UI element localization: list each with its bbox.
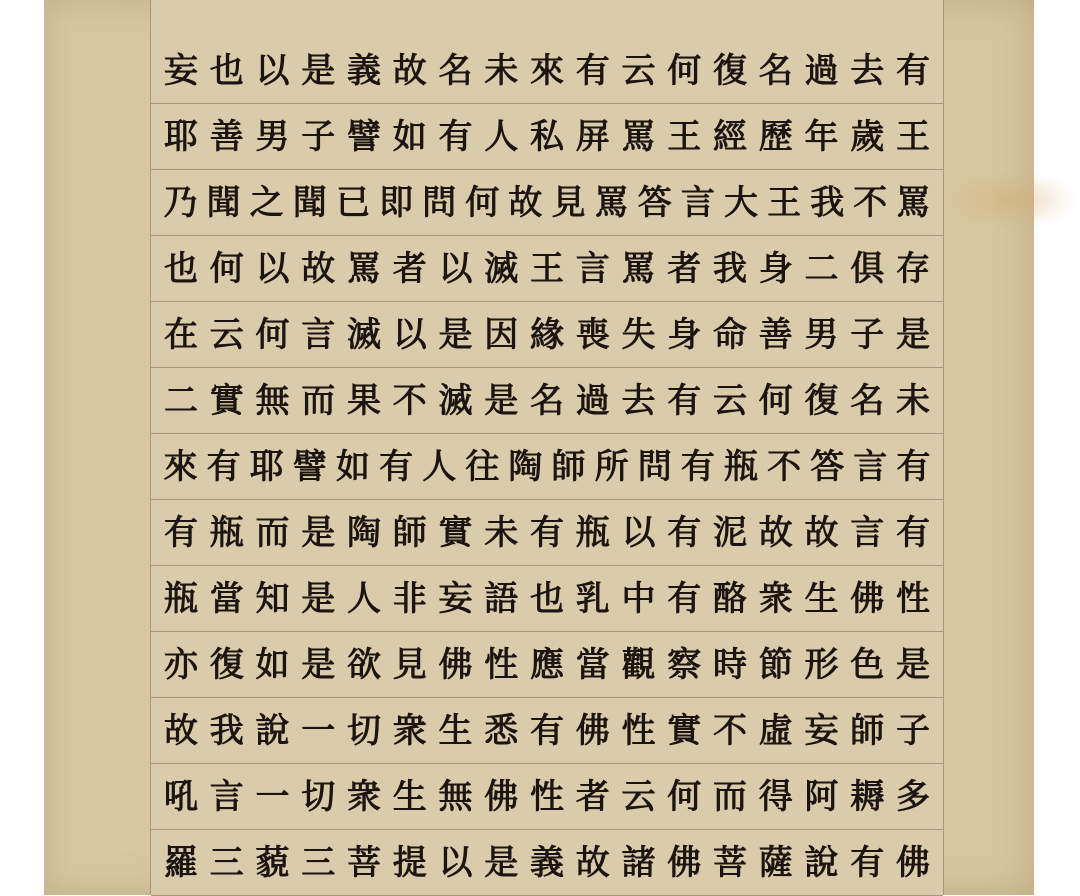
manuscript-character: 有 — [530, 512, 564, 553]
manuscript-character: 菩 — [713, 842, 747, 883]
manuscript-character: 時 — [713, 644, 747, 685]
manuscript-character: 復 — [209, 644, 244, 685]
manuscript-character: 問 — [422, 182, 457, 223]
manuscript-character: 身 — [758, 248, 793, 289]
manuscript-character: 男 — [255, 116, 290, 157]
manuscript-character: 實 — [209, 380, 244, 421]
manuscript-character: 去 — [621, 380, 656, 421]
manuscript-character: 問 — [637, 446, 672, 487]
manuscript-character: 應 — [530, 644, 564, 685]
manuscript-character: 因 — [484, 314, 519, 355]
manuscript-character: 義 — [530, 842, 564, 883]
manuscript-character: 亦 — [164, 644, 198, 685]
manuscript-character: 見 — [392, 644, 427, 685]
manuscript-character: 當 — [209, 578, 244, 619]
manuscript-character: 名 — [530, 380, 564, 421]
manuscript-character: 是 — [301, 644, 336, 685]
manuscript-character: 以 — [438, 248, 473, 289]
manuscript-character: 身 — [667, 314, 702, 355]
manuscript-character: 有 — [896, 446, 931, 487]
manuscript-character: 妄 — [804, 710, 839, 751]
manuscript-character: 之 — [249, 182, 284, 223]
manuscript-character: 也 — [209, 50, 244, 91]
manuscript-character: 年 — [804, 116, 839, 157]
manuscript-line — [151, 302, 943, 368]
manuscript-character: 薩 — [758, 842, 793, 883]
manuscript-character: 說 — [804, 842, 839, 883]
manuscript-character: 有 — [164, 512, 198, 553]
manuscript-character: 有 — [206, 446, 241, 487]
manuscript-character: 云 — [621, 50, 656, 91]
manuscript-character: 言 — [575, 248, 610, 289]
manuscript-character: 子 — [850, 314, 885, 355]
manuscript-character: 復 — [713, 50, 747, 91]
manuscript-character: 如 — [392, 116, 427, 157]
manuscript-character: 何 — [255, 314, 290, 355]
manuscript-character: 不 — [392, 380, 427, 421]
manuscript-character: 不 — [713, 710, 747, 751]
manuscript-character: 而 — [255, 512, 290, 553]
manuscript-character: 言 — [680, 182, 715, 223]
manuscript-character: 滅 — [438, 380, 473, 421]
manuscript-character: 云 — [621, 776, 656, 817]
manuscript-character: 泥 — [713, 512, 747, 553]
manuscript-character: 罵 — [347, 248, 381, 289]
manuscript-character: 說 — [255, 710, 290, 751]
manuscript-character: 俱 — [850, 248, 885, 289]
manuscript-character: 不 — [767, 446, 802, 487]
manuscript-line — [151, 38, 943, 104]
manuscript-line — [151, 830, 943, 896]
manuscript-character: 陶 — [508, 446, 543, 487]
manuscript-character: 而 — [713, 776, 747, 817]
manuscript-character: 是 — [301, 50, 336, 91]
manuscript-character: 妄 — [438, 578, 473, 619]
manuscript-character: 言 — [853, 446, 888, 487]
manuscript-character: 也 — [164, 248, 198, 289]
manuscript-character: 命 — [713, 314, 747, 355]
manuscript-character: 緣 — [530, 314, 564, 355]
manuscript-character: 衆 — [758, 578, 793, 619]
manuscript-character: 觀 — [621, 644, 656, 685]
manuscript-character: 王 — [896, 116, 930, 157]
manuscript-character: 云 — [209, 314, 244, 355]
manuscript-character: 譬 — [292, 446, 327, 487]
manuscript-character: 酪 — [713, 578, 747, 619]
manuscript-character: 佛 — [484, 776, 519, 817]
manuscript-character: 子 — [301, 116, 336, 157]
manuscript-character: 滅 — [484, 248, 519, 289]
manuscript-character: 三 — [301, 842, 336, 883]
manuscript-character: 當 — [575, 644, 610, 685]
manuscript-character: 師 — [392, 512, 427, 553]
manuscript-character: 語 — [484, 578, 519, 619]
manuscript-character: 得 — [758, 776, 793, 817]
manuscript-character: 未 — [896, 380, 930, 421]
manuscript-character: 即 — [379, 182, 414, 223]
manuscript-character: 人 — [422, 446, 457, 487]
manuscript-character: 見 — [551, 182, 586, 223]
manuscript-character: 人 — [347, 578, 381, 619]
manuscript-character: 者 — [575, 776, 610, 817]
manuscript-character: 如 — [255, 644, 290, 685]
paper-stain — [944, 170, 1078, 230]
manuscript-character: 陶 — [347, 512, 381, 553]
manuscript-character: 何 — [465, 182, 500, 223]
manuscript-character: 一 — [301, 710, 336, 751]
manuscript-character: 過 — [804, 50, 839, 91]
manuscript-character: 師 — [551, 446, 586, 487]
manuscript-character: 未 — [484, 50, 519, 91]
manuscript-character: 性 — [896, 578, 930, 619]
manuscript-character: 瓶 — [575, 512, 610, 553]
manuscript-character: 何 — [667, 776, 702, 817]
manuscript-character: 瓶 — [209, 512, 244, 553]
manuscript-character: 實 — [667, 710, 702, 751]
manuscript-character: 有 — [667, 512, 702, 553]
manuscript-character: 不 — [853, 182, 888, 223]
manuscript-character: 佛 — [896, 842, 930, 883]
manuscript-character: 悉 — [484, 710, 519, 751]
manuscript-character: 我 — [713, 248, 747, 289]
manuscript-character: 有 — [667, 380, 702, 421]
manuscript-line — [151, 632, 943, 698]
manuscript-character: 有 — [850, 842, 885, 883]
manuscript-character: 中 — [621, 578, 656, 619]
manuscript-character: 非 — [392, 578, 427, 619]
manuscript-character: 生 — [804, 578, 839, 619]
manuscript-character: 欲 — [347, 644, 381, 685]
manuscript-character: 云 — [713, 380, 747, 421]
manuscript-character: 是 — [438, 314, 473, 355]
manuscript-character: 在 — [164, 314, 198, 355]
manuscript-character: 來 — [530, 50, 564, 91]
manuscript-character: 滅 — [347, 314, 381, 355]
manuscript-character: 二 — [804, 248, 839, 289]
manuscript-character: 以 — [255, 50, 290, 91]
manuscript-character: 已 — [335, 182, 370, 223]
manuscript-character: 有 — [667, 578, 702, 619]
manuscript-character: 衆 — [392, 710, 427, 751]
manuscript-character: 義 — [347, 50, 381, 91]
manuscript-character: 有 — [896, 50, 930, 91]
manuscript-character: 瓶 — [164, 578, 198, 619]
manuscript-character: 所 — [594, 446, 629, 487]
manuscript-character: 罵 — [621, 248, 656, 289]
manuscript-character: 佛 — [438, 644, 473, 685]
manuscript-character: 耶 — [164, 116, 198, 157]
manuscript-character: 未 — [484, 512, 519, 553]
manuscript-character: 性 — [621, 710, 656, 751]
manuscript-character: 故 — [575, 842, 610, 883]
manuscript-character: 佛 — [667, 842, 702, 883]
manuscript-character: 阿 — [804, 776, 839, 817]
manuscript-character: 故 — [758, 512, 793, 553]
manuscript-character: 佛 — [575, 710, 610, 751]
manuscript-character: 名 — [850, 380, 885, 421]
manuscript-character: 二 — [164, 380, 198, 421]
manuscript-character: 也 — [530, 578, 564, 619]
manuscript-character: 虛 — [758, 710, 793, 751]
manuscript-character: 是 — [896, 644, 930, 685]
manuscript-character: 乳 — [575, 578, 610, 619]
manuscript-character: 形 — [804, 644, 839, 685]
manuscript-character: 私 — [530, 116, 564, 157]
manuscript-character: 妄 — [164, 50, 198, 91]
manuscript-line — [151, 104, 943, 170]
manuscript-character: 經 — [713, 116, 747, 157]
manuscript-character: 我 — [209, 710, 244, 751]
manuscript-character: 衆 — [347, 776, 381, 817]
manuscript-character: 歷 — [758, 116, 793, 157]
manuscript-character: 罵 — [594, 182, 629, 223]
manuscript-character: 耶 — [249, 446, 284, 487]
manuscript-character: 乃 — [163, 182, 198, 223]
manuscript-character: 三 — [209, 842, 244, 883]
manuscript-line — [151, 434, 943, 500]
manuscript-character: 善 — [209, 116, 244, 157]
ruled-text-area — [150, 0, 944, 895]
manuscript-character: 答 — [637, 182, 672, 223]
manuscript-character: 提 — [392, 842, 427, 883]
manuscript-character: 者 — [392, 248, 427, 289]
manuscript-character: 切 — [301, 776, 336, 817]
manuscript-character: 是 — [301, 578, 336, 619]
manuscript-character: 如 — [335, 446, 370, 487]
manuscript-character: 有 — [438, 116, 473, 157]
manuscript-character: 聞 — [292, 182, 327, 223]
manuscript-character: 故 — [804, 512, 839, 553]
manuscript-character: 故 — [392, 50, 427, 91]
manuscript-character: 察 — [667, 644, 702, 685]
manuscript-character: 多 — [896, 776, 930, 817]
manuscript-line — [151, 236, 943, 302]
manuscript-character: 來 — [163, 446, 198, 487]
manuscript-character: 以 — [392, 314, 427, 355]
manuscript-character: 一 — [255, 776, 290, 817]
manuscript-character: 切 — [347, 710, 381, 751]
manuscript-character: 善 — [758, 314, 793, 355]
manuscript-character: 故 — [164, 710, 198, 751]
manuscript-character: 過 — [575, 380, 610, 421]
manuscript-character: 男 — [804, 314, 839, 355]
manuscript-character: 是 — [484, 842, 519, 883]
manuscript-character: 何 — [758, 380, 793, 421]
manuscript-character: 實 — [438, 512, 473, 553]
manuscript-character: 吼 — [164, 776, 198, 817]
manuscript-character: 無 — [255, 380, 290, 421]
manuscript-character: 故 — [508, 182, 543, 223]
manuscript-character: 耨 — [850, 776, 885, 817]
manuscript-character: 是 — [484, 380, 519, 421]
manuscript-character: 以 — [438, 842, 473, 883]
manuscript-character: 而 — [301, 380, 336, 421]
manuscript-character: 師 — [850, 710, 885, 751]
manuscript-character: 子 — [896, 710, 930, 751]
manuscript-line — [151, 170, 943, 236]
manuscript-character: 罵 — [621, 116, 656, 157]
manuscript-character: 知 — [255, 578, 290, 619]
manuscript-character: 王 — [667, 116, 702, 157]
manuscript-character: 佛 — [850, 578, 885, 619]
manuscript-character: 去 — [850, 50, 885, 91]
manuscript-character: 失 — [621, 314, 656, 355]
manuscript-character: 答 — [810, 446, 845, 487]
manuscript-character: 往 — [465, 446, 500, 487]
manuscript-character: 王 — [767, 182, 802, 223]
manuscript-character: 王 — [530, 248, 564, 289]
manuscript-character: 人 — [484, 116, 519, 157]
manuscript-line — [151, 566, 943, 632]
manuscript-character: 有 — [896, 512, 930, 553]
manuscript-character: 聞 — [206, 182, 241, 223]
manuscript-character: 色 — [850, 644, 885, 685]
manuscript-character: 以 — [621, 512, 656, 553]
manuscript-character: 罵 — [896, 182, 931, 223]
manuscript-line — [151, 698, 943, 764]
manuscript-character: 故 — [301, 248, 336, 289]
manuscript-line — [151, 500, 943, 566]
manuscript-character: 大 — [723, 182, 758, 223]
manuscript-character: 性 — [530, 776, 564, 817]
manuscript-character: 屏 — [575, 116, 610, 157]
manuscript-character: 何 — [667, 50, 702, 91]
manuscript-character: 名 — [438, 50, 473, 91]
manuscript-character: 生 — [392, 776, 427, 817]
manuscript-character: 藐 — [255, 842, 290, 883]
manuscript-character: 菩 — [347, 842, 381, 883]
manuscript-character: 者 — [667, 248, 702, 289]
manuscript-character: 以 — [255, 248, 290, 289]
manuscript-character: 言 — [209, 776, 244, 817]
manuscript-character: 有 — [575, 50, 610, 91]
manuscript-character: 節 — [758, 644, 793, 685]
manuscript-character: 何 — [209, 248, 244, 289]
manuscript-character: 譬 — [347, 116, 381, 157]
manuscript-character: 羅 — [164, 842, 198, 883]
manuscript-character: 有 — [379, 446, 414, 487]
manuscript-character: 言 — [850, 512, 885, 553]
manuscript-character: 復 — [804, 380, 839, 421]
manuscript-character: 名 — [758, 50, 793, 91]
manuscript-character: 是 — [896, 314, 930, 355]
manuscript-character: 性 — [484, 644, 519, 685]
manuscript-character: 無 — [438, 776, 473, 817]
manuscript-character: 瓶 — [723, 446, 758, 487]
manuscript-character: 喪 — [575, 314, 610, 355]
manuscript-character: 有 — [680, 446, 715, 487]
manuscript-character: 諸 — [621, 842, 656, 883]
manuscript-character: 存 — [896, 248, 930, 289]
manuscript-character: 我 — [810, 182, 845, 223]
manuscript-character: 生 — [438, 710, 473, 751]
manuscript-character: 有 — [530, 710, 564, 751]
manuscript-line — [151, 368, 943, 434]
manuscript-character: 歲 — [850, 116, 885, 157]
manuscript-line — [151, 764, 943, 830]
manuscript-character: 是 — [301, 512, 336, 553]
manuscript-character: 果 — [347, 380, 381, 421]
manuscript-character: 言 — [301, 314, 336, 355]
